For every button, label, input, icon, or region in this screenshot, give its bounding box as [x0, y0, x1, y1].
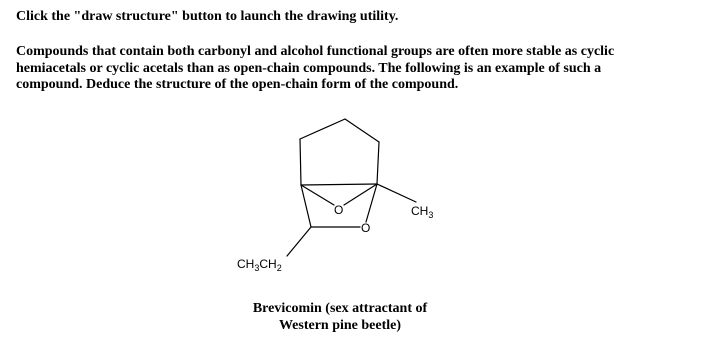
- atom-bridge-oxygen: O: [334, 203, 344, 217]
- bond: [300, 139, 301, 185]
- instruction-text: Click the "draw structure" button to launch the drawing utility.: [16, 9, 399, 24]
- bond: [287, 227, 311, 256]
- question-paragraph: Compounds that contain both carbonyl and alcohol functional groups are often more stable as cyclic hemiacetals or cyclic acetals than as open-chain compounds. The following is an example of such a compound. Deduce the structure of the open-chain form of the compound.: [16, 44, 615, 92]
- bond: [377, 142, 379, 184]
- bond: [301, 185, 334, 205]
- ethyl-label: $CH_3CH_2$: [237, 257, 282, 273]
- bond: [301, 184, 377, 185]
- methyl-label: $CH_3$: [411, 204, 434, 220]
- bond: [345, 119, 379, 142]
- structure-bonds: [287, 119, 416, 256]
- bond: [301, 185, 311, 227]
- atom-ring-oxygen: O: [361, 221, 371, 235]
- bond: [300, 119, 345, 139]
- structure-caption: Brevicomin (sex attractant of Western pine beetle): [252, 301, 428, 333]
- bond: [377, 184, 416, 202]
